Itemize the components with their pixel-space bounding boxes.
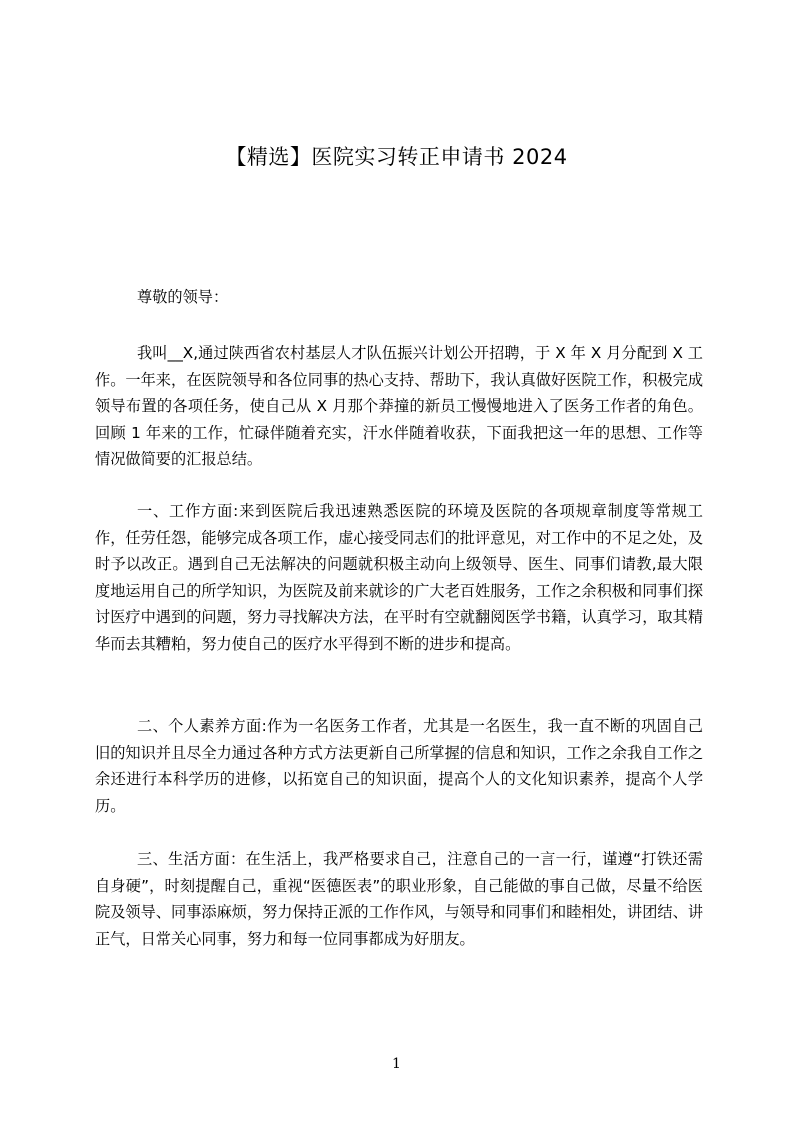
paragraph-life: 三、生活方面：在生活上，我严格要求自己，注意自己的一言一行，谨遵“打铁还需自身硬”，时刻提醒自己，重视“医德医表”的职业形象，自己能做的事自己做，尽量不给医院及领导、同事添麻烦，努力保持正派的工作作风，与领导和同事们和睦相处，讲团结、讲正气，日常关心同事，努力和每一位同事都成为好朋友。 [95,850,703,948]
page-number: 1 [392,1056,401,1072]
paragraph-introduction: 我叫__X,通过陕西省农村基层人才队伍振兴计划公开招聘，于 X 年 X 月分配到 X 工作。一年来，在医院领导和各位同事的热心支持、帮助下，我认真做好医院工作，积极完成领导布置的各项任务，使自己从 X 月那个莽撞的新员工慢慢地进入了医务工作者的角色。回顾 1 年来的工作，忙碌伴随着充实，汗水伴随着收获，下面我把这一年的思想、工作等情况做简要的汇报总结。 [95,344,703,468]
document-title: 【精选】医院实习转正申请书 2024 [225,145,568,169]
salutation: 尊敬的领导： [137,288,229,306]
paragraph-personal-quality: 二、个人素养方面:作为一名医务工作者，尤其是一名医生，我一直不断的巩固自己旧的知识并且尽全力通过各种方式方法更新自己所掌握的信息和知识，工作之余我自工作之余还进行本科学历的进修，以拓宽自己的知识面，提高个人的文化知识素养，提高个人学历。 [95,717,703,815]
paragraph-work: 一、工作方面:来到医院后我迅速熟悉医院的环境及医院的各项规章制度等常规工作，任劳任怨，能够完成各项工作，虚心接受同志们的批评意见，对工作中的不足之处，及时予以改正。遇到自己无法解决的问题就积极主动向上级领导、医生、同事们请教,最大限度地运用自己的所学知识，为医院及前来就诊的广大老百姓服务，工作之余积极和同事们探讨医疗中遇到的问题，努力寻找解决方法，在平时有空就翻阅医学书籍，认真学习，取其精华而去其糟粕，努力使自己的医疗水平得到不断的进步和提高。 [95,502,703,653]
